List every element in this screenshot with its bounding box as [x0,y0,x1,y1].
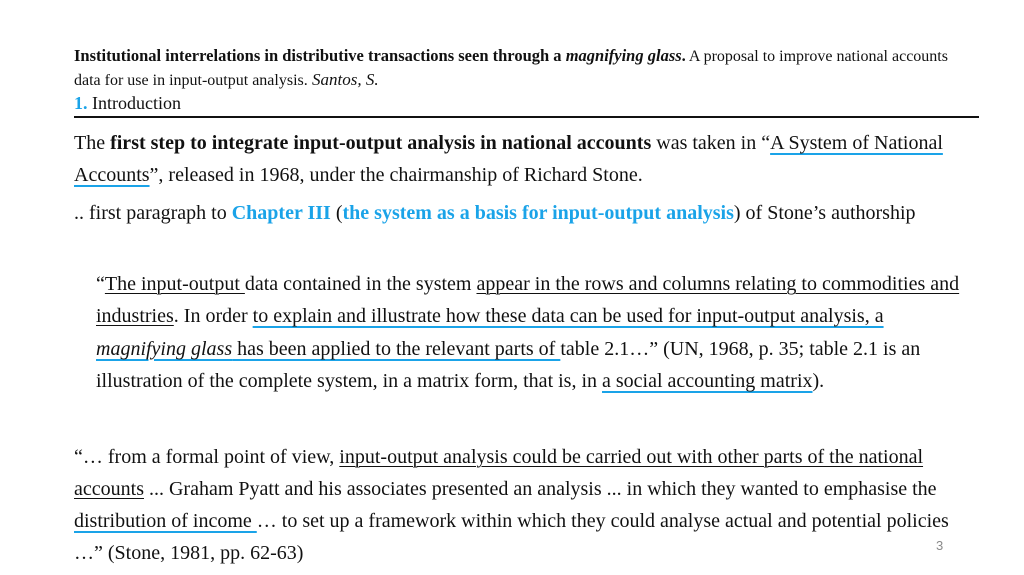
q-underlined-2: appear in the rows and columns relating to commodities and industries [96,273,960,328]
chapter-iii-label: Chapter III [231,202,331,224]
p1-text-2: was taken in “ [651,132,771,154]
q-magnifying-glass: magnifying glass [96,337,233,360]
p2-text-1: .. first paragraph to [74,202,232,224]
page-number: 3 [936,538,944,553]
section-title: Introduction [87,93,181,113]
q-open: “ [96,273,105,295]
paragraph-chapter-iii [74,198,944,230]
subtitle: A proposal to improve national accounts data for use in input-output analysis. [74,48,948,89]
quote-stone-1981 [74,441,964,569]
sna-1968-link[interactable]: A System of National Accounts [74,132,943,186]
p2-text-3: ) of Stone’s authorship [733,202,916,224]
header-divider [74,116,979,118]
slide-header [74,44,974,115]
block-quote-un-1968 [96,268,966,398]
q-sam-link: a social accounting matrix [602,370,813,393]
q-text-1: data contained in the system [244,273,477,295]
q-close: ). [812,370,825,393]
p1-bold: first step to integrate input-output analysis in national accounts [110,132,652,154]
p1-text-3: ”, released in 1968, under the chairmanship of Richard Stone. [149,163,643,186]
q-text-2: . In order [173,305,253,328]
p4-text-3: … to set up a framework within which they could analyse actual and potential policies …” (Stone, 1981, pp. 62-63) [74,510,949,564]
paragraph-first-step [74,128,944,191]
title-dot: . [681,46,686,65]
p1-text-1: The [74,132,111,154]
q-underlined-1: The input-output [104,273,245,295]
q-blue-underlined-1: to explain and illustrate how these data can be used for input-output analysis, a [252,305,884,328]
title-italic: magnifying glass [565,46,682,65]
q-blue-underlined-2: has been applied to the relevant parts of [232,337,561,360]
author: Santos, S. [307,70,379,89]
q-text-3: table 2.1…” (UN, 1968, p. 35; table 2.1 is an illustration of the complete system, in a matrix form, that is, in [96,337,921,393]
section-number: 1. [74,93,88,113]
chapter-iii-title: the system as a basis for input-output analysis [342,202,734,224]
p2-text-2: ( [330,202,343,224]
p4-underlined: input-output analysis could be carried out with other parts of the national accounts [74,446,924,500]
title-part1: Institutional interrelations in distributive transactions seen through a [74,46,566,65]
p4-distribution-of-income: distribution of income [74,510,257,532]
p4-text-1: “… from a formal point of view, [74,446,340,468]
p4-text-2: ... Graham Pyatt and his associates presented an analysis ... in which they wanted to emphasise the [143,478,937,500]
